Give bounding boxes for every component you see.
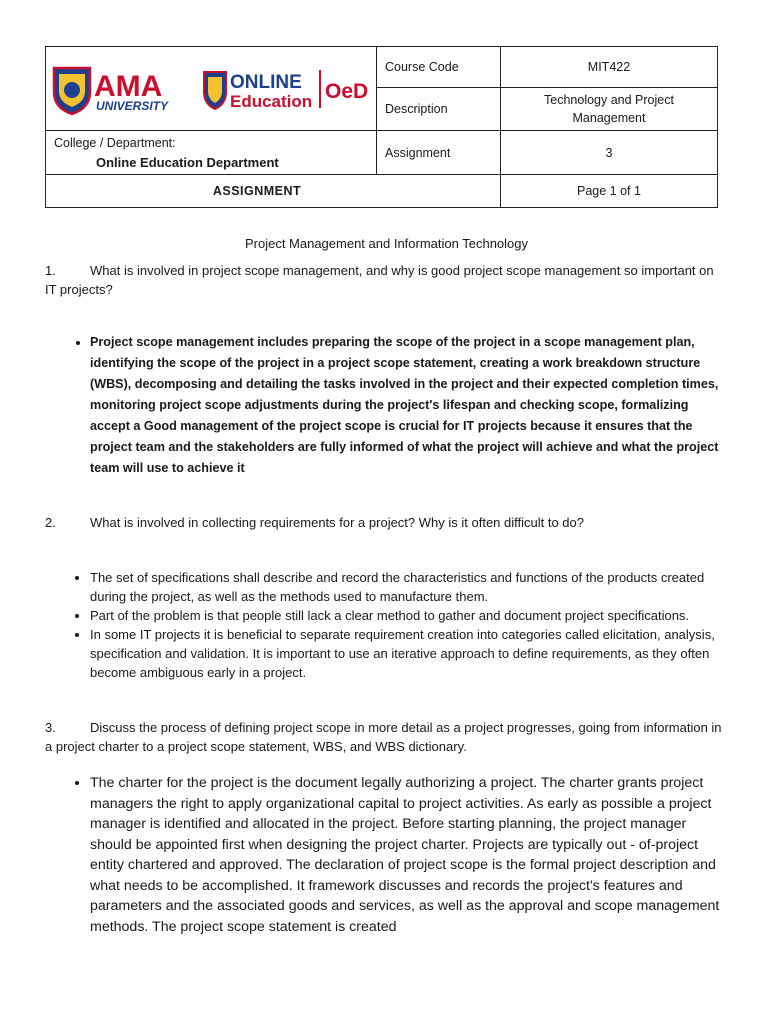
description-value: Technology and Project Management (501, 88, 718, 131)
svg-text:UNIVERSITY: UNIVERSITY (96, 98, 169, 113)
question-2-number: 2. (45, 515, 56, 530)
svg-text:OeD: OeD (325, 79, 369, 103)
answer-3-list (45, 773, 728, 937)
question-2-text: What is involved in collecting requirements for a project? Why is it often difficult to do? (90, 515, 584, 530)
svg-text:Education: Education (230, 91, 313, 111)
course-code-value: MIT422 (501, 47, 718, 88)
answer-2-item: • In some IT projects it is beneficial to separate requirement creation into categories called elicitation, analysis, specification and validation. It is important to use an iterative approach to define requirements, as they often become ambiguous early in a project. (90, 625, 728, 682)
answer-1-item: • Project scope management includes preparing the scope of the project in a scope management plan, identifying the scope of the project in a project scope statement, creating a work breakdown structure (WBS), decomposing and detailing the tasks involved in the project and their expected completion times, monitoring project scope adjustments during the project's lifespan and checking scope, formalizing accept a Good management of the project scope is crucial for IT projects because it ensures that the project team and the stakeholders are fully informed of what the project will achieve and what the project team will use to achieve it (90, 332, 728, 479)
college-cell (46, 131, 377, 175)
logo-cell (46, 47, 377, 131)
page-info: Page 1 of 1 (501, 175, 718, 208)
answer-1-list (45, 332, 728, 479)
svg-text:ONLINE: ONLINE (230, 71, 302, 93)
question-1-text: What is involved in project scope management, and why is good project scope management so important on IT projects? (45, 263, 714, 297)
question-3-text: Discuss the process of defining project scope in more detail as a project progresses, going from information in a project charter to a project scope statement, WBS, and WBS dictionary. (45, 720, 722, 754)
header-table (45, 46, 718, 208)
page-subtitle: Project Management and Information Technology (244, 236, 529, 251)
ama-university-logo (50, 62, 190, 116)
course-code-label: Course Code (377, 47, 501, 88)
college-value: Online Education Department (96, 154, 279, 170)
svg-text:AMA: AMA (94, 69, 163, 103)
answer-3-item: • The charter for the project is the document legally authorizing a project. The charter grants project managers the right to apply organizational capital to project activities. As early as possible a project manager is identified and allocated in the project. Before starting planning, the project manager should be appointed first when designing the project charter. Projects are typically out - of-project entity chartered and approved. The declaration of project scope is the formal project description and what needs to be accomplished. It framework discusses and records the project's features and parameters and the associated goods and services, as well as the approval and scope management methods. The project scope statement is created (90, 773, 728, 937)
answer-2-item: • The set of specifications shall describe and record the characteristics and functions of the products created during the project, as well as the methods used to manufacture them. (90, 568, 728, 606)
description-label: Description (377, 88, 501, 131)
question-3 (45, 718, 728, 756)
question-1 (45, 261, 728, 299)
answer-2-item: • Part of the problem is that people still lack a clear method to gather and document project specifications. (90, 606, 728, 625)
question-1-number: 1. (45, 263, 56, 278)
online-education-logo (202, 62, 372, 116)
answer-2-list (45, 568, 728, 682)
assignment-value: 3 (501, 131, 718, 175)
document-title: ASSIGNMENT (46, 175, 501, 208)
document-body (45, 234, 728, 937)
assignment-label: Assignment (377, 131, 501, 175)
question-3-number: 3. (45, 720, 56, 735)
college-label: College / Department: (54, 135, 176, 150)
question-2 (45, 513, 728, 532)
